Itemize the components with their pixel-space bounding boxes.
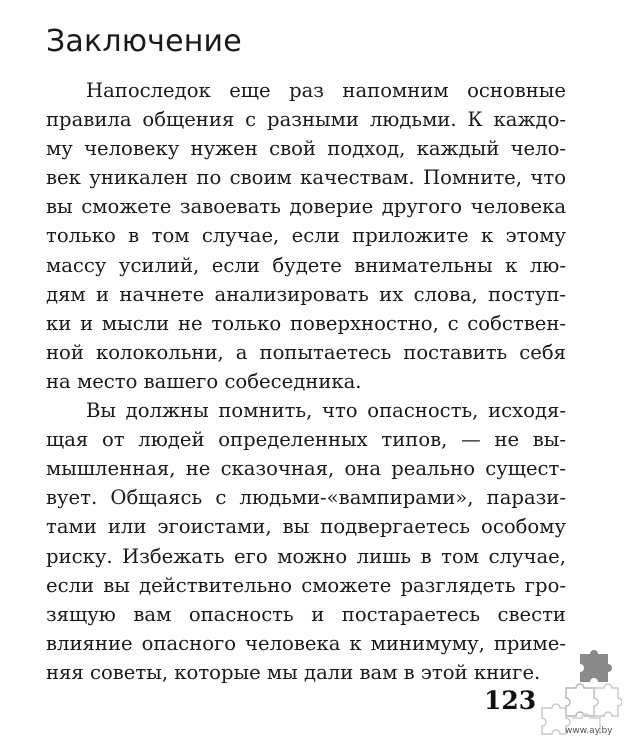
text-line: влияние опасного человека к минимуму, приме- [46,631,566,655]
text-line: му человеку нужен свой подход, каждый чело- [46,137,566,161]
text-line: только в том случае, если приложите к этому [46,224,566,248]
text-line: Вы должны помнить, что опасность, исходя- [86,399,566,423]
text-line: няя советы, которые мы дали вам в этой книге. [46,660,541,684]
text-line: массу усилий, если будете внимательны к лю- [46,253,566,277]
text-line: если вы действительно сможете разглядеть гро- [46,573,566,597]
text-line: тами или эгоистами, вы подвергаетесь особому [46,515,566,539]
text-line: мышленная, не сказочная, она реально сущест- [46,457,566,481]
text-line: ки и мысли не только поверхностно, с собствен- [46,311,566,335]
page-number: 123 [484,686,537,715]
text-line: правила общения с разными людьми. К каждо- [46,108,566,132]
text-line: ной колокольни, а попытаетесь поставить себя [46,340,566,364]
text-line: на место вашего собеседника. [46,369,362,393]
text-line: век уникален по своим качествам. Помните, что [46,166,566,190]
text-line: щая от людей определенных типов, — не вы- [46,428,566,452]
watermark: www.ay.by [565,726,613,736]
text-line: дям и начнете анализировать их слова, поступ- [46,282,566,306]
body-text [46,76,566,687]
text-line: вы сможете завоевать доверие другого человека [46,195,566,219]
chapter-title: Заключение [46,24,242,59]
text-line: Напоследок еще раз напомним основные [86,79,566,102]
puzzle-pieces-icon [532,648,622,738]
text-line: вует. Общаясь с людьми-«вампирами», парази- [46,486,566,510]
text-line: зящую вам опасность и постараетесь свести [46,602,566,626]
text-line: риску. Избежать его можно лишь в том случае, [46,544,566,568]
